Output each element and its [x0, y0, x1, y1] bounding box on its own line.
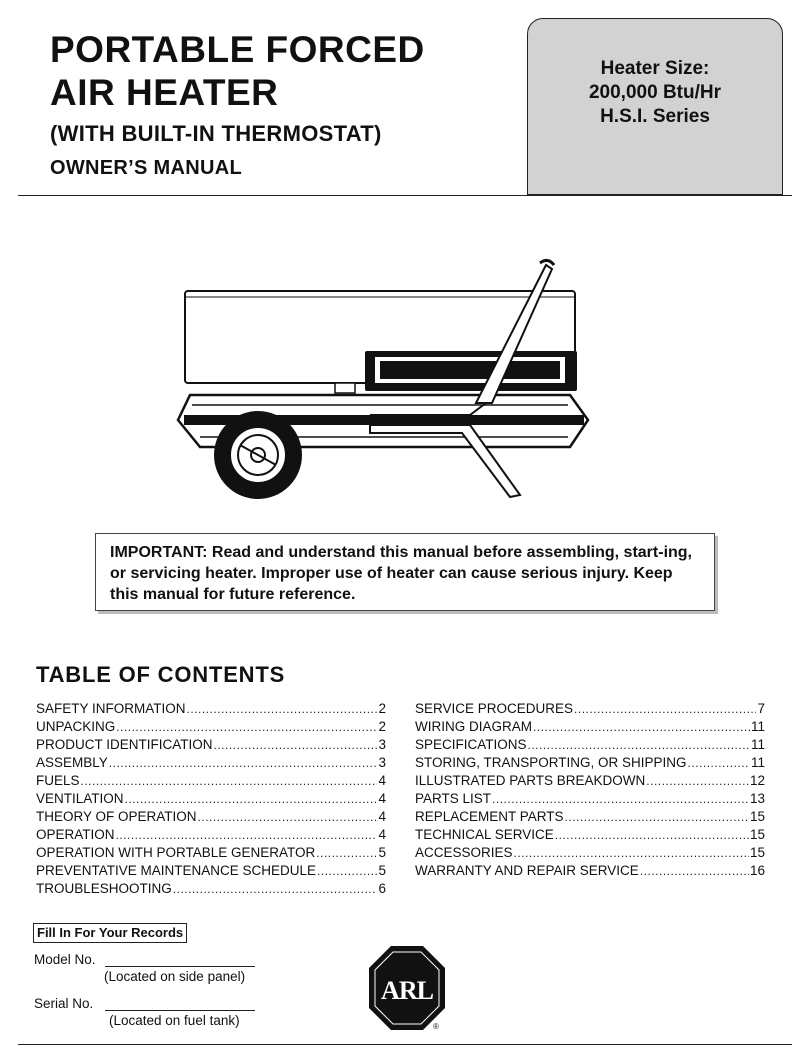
- model-number-field[interactable]: [105, 966, 255, 967]
- toc-entry-label: OPERATION WITH PORTABLE GENERATOR: [36, 845, 316, 860]
- toc-entry[interactable]: [36, 790, 386, 808]
- toc-entry[interactable]: [415, 826, 765, 844]
- toc-entry-page: 15: [749, 845, 765, 860]
- logo-text: ARL: [381, 976, 433, 1005]
- toc-entry-page: 6: [378, 881, 386, 896]
- toc-entry[interactable]: [36, 844, 386, 862]
- toc-entry[interactable]: [415, 844, 765, 862]
- important-text: Read and understand this manual before assembling, start-ing, or servicing heater. Improper use of heater can cause serious injury. Keep this manual for future reference.: [110, 544, 692, 603]
- heater-vent-slot-inner: [380, 361, 560, 379]
- arl-logo: [367, 944, 447, 1032]
- toc-entry-label: ILLUSTRATED PARTS BREAKDOWN: [415, 773, 646, 788]
- toc-entry-label: UNPACKING: [36, 719, 116, 734]
- toc-entry[interactable]: [415, 754, 765, 772]
- toc-entry-page: 5: [378, 863, 386, 878]
- toc-entry-page: 16: [749, 863, 765, 878]
- size-box-line-3: H.S.I. Series: [600, 106, 710, 127]
- toc-title: TABLE OF CONTENTS: [36, 662, 286, 687]
- toc-entry-page: 5: [378, 845, 386, 860]
- toc-entry[interactable]: [415, 862, 765, 880]
- toc-entry-page: 15: [749, 827, 765, 842]
- size-box-line-2: 200,000 Btu/Hr: [588, 82, 721, 103]
- toc-entry[interactable]: [36, 862, 386, 880]
- toc-entry-label: WARRANTY AND REPAIR SERVICE: [415, 863, 639, 878]
- toc-entry-page: 15: [749, 809, 765, 824]
- toc-entry-label: SPECIFICATIONS: [415, 737, 527, 752]
- footer-divider: [18, 1044, 792, 1045]
- serial-number-label: Serial No.: [34, 996, 94, 1011]
- toc-entry-page: 4: [378, 773, 386, 788]
- toc-entry-label: TECHNICAL SERVICE: [415, 827, 554, 842]
- toc-entry-label: TROUBLESHOOTING: [36, 881, 172, 896]
- toc-entry-page: 2: [378, 701, 386, 716]
- document-title: [50, 28, 510, 114]
- toc-entry-label: ASSEMBLY: [36, 755, 108, 770]
- toc-entry[interactable]: [36, 700, 386, 718]
- toc-entry[interactable]: [415, 718, 765, 736]
- toc-entry[interactable]: [415, 700, 765, 718]
- title-line-2: AIR HEATER: [50, 72, 279, 113]
- toc-entry-label: PREVENTATIVE MAINTENANCE SCHEDULE: [36, 863, 317, 878]
- title-line-1: PORTABLE FORCED: [50, 29, 425, 70]
- toc-entry-label: PARTS LIST: [415, 791, 492, 806]
- toc-entry-page: 13: [749, 791, 765, 806]
- model-number-label: Model No.: [34, 952, 96, 967]
- manual-label: OWNER’S MANUAL: [50, 157, 242, 179]
- toc-entry[interactable]: [36, 880, 386, 898]
- toc-entry-page: 11: [750, 737, 765, 752]
- toc-entry[interactable]: [36, 808, 386, 826]
- toc-column-right: [415, 700, 765, 880]
- header-divider: [18, 195, 792, 196]
- heater-size-box: [527, 18, 783, 195]
- toc-entry-label: PRODUCT IDENTIFICATION: [36, 737, 213, 752]
- toc-entry[interactable]: [36, 772, 386, 790]
- toc-entry-label: REPLACEMENT PARTS: [415, 809, 564, 824]
- toc-entry-page: 3: [378, 737, 386, 752]
- toc-entry-label: THEORY OF OPERATION: [36, 809, 197, 824]
- toc-entry-label: SERVICE PROCEDURES: [415, 701, 574, 716]
- toc-entry[interactable]: [36, 826, 386, 844]
- toc-entry-label: STORING, TRANSPORTING, OR SHIPPING: [415, 755, 687, 770]
- heater-control-box: [335, 383, 355, 393]
- toc-entry-page: 2: [378, 719, 386, 734]
- toc-entry-page: 3: [378, 755, 386, 770]
- toc-entry-page: 7: [757, 701, 765, 716]
- toc-entry-page: 11: [750, 755, 765, 770]
- model-number-note: (Located on side panel): [104, 969, 246, 984]
- toc-entry-page: 4: [378, 791, 386, 806]
- serial-number-note: (Located on fuel tank): [109, 1013, 240, 1028]
- toc-entry[interactable]: [415, 772, 765, 790]
- document-subtitle: (WITH BUILT-IN THERMOSTAT): [50, 121, 382, 146]
- toc-entry[interactable]: [36, 718, 386, 736]
- serial-number-field[interactable]: [105, 1010, 255, 1011]
- toc-entry-page: 12: [749, 773, 765, 788]
- toc-entry[interactable]: [415, 736, 765, 754]
- toc-entry-label: WIRING DIAGRAM: [415, 719, 532, 734]
- logo-registered: ®: [433, 1022, 439, 1031]
- toc-entry[interactable]: [36, 736, 386, 754]
- handle-grip: [540, 260, 554, 265]
- toc-entry-label: VENTILATION: [36, 791, 124, 806]
- toc-entry-label: FUELS: [36, 773, 80, 788]
- important-lead: IMPORTANT:: [110, 544, 208, 561]
- toc-entry-label: SAFETY INFORMATION: [36, 701, 186, 716]
- toc-entry-page: 4: [378, 827, 386, 842]
- toc-column-left: [36, 700, 386, 898]
- toc-entry[interactable]: [415, 790, 765, 808]
- important-notice: [95, 533, 715, 611]
- heater-illustration: [170, 255, 610, 505]
- toc-entry[interactable]: [415, 808, 765, 826]
- toc-entry-label: ACCESSORIES: [415, 845, 513, 860]
- records-heading: Fill In For Your Records: [33, 923, 187, 943]
- toc-entry-page: 11: [750, 719, 765, 734]
- toc-entry-page: 4: [378, 809, 386, 824]
- size-box-line-1: Heater Size:: [600, 58, 710, 79]
- toc-entry-label: OPERATION: [36, 827, 115, 842]
- toc-entry[interactable]: [36, 754, 386, 772]
